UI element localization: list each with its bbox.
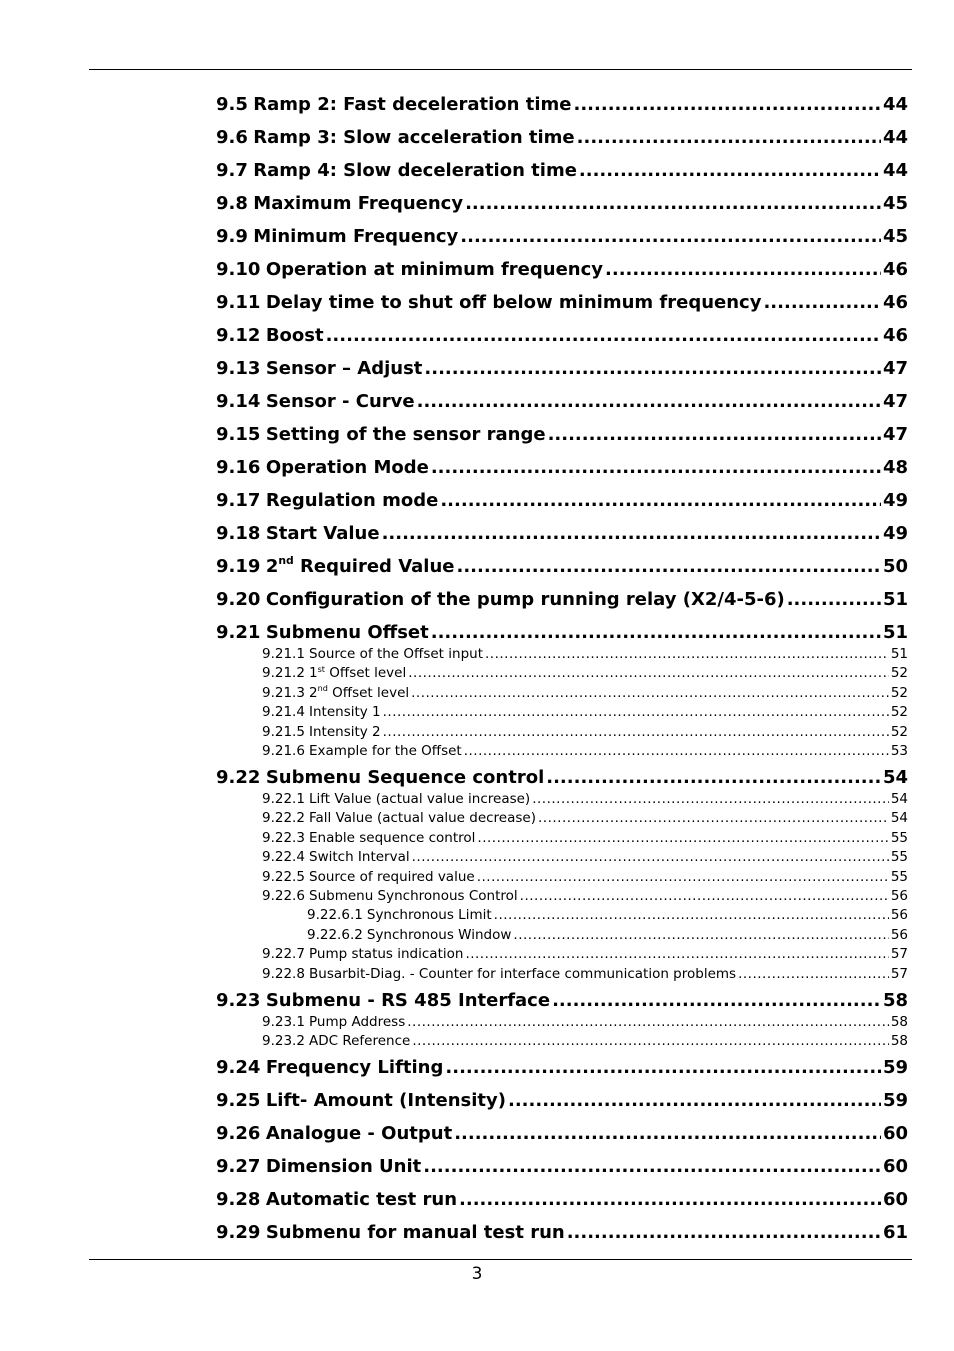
toc-entry-text: ADC Reference xyxy=(309,1033,411,1049)
toc-page-number: 45 xyxy=(882,193,908,214)
toc-page-number: 52 xyxy=(890,665,908,682)
dot-leader xyxy=(494,907,889,923)
dot-leader xyxy=(383,724,889,740)
toc-entry-title xyxy=(262,1033,410,1049)
toc-entry-title xyxy=(216,259,603,280)
dot-leader xyxy=(546,767,881,788)
toc-entry-title xyxy=(262,791,530,807)
toc-entry-title xyxy=(216,127,575,148)
toc-subentry[interactable] xyxy=(262,646,908,664)
toc-page-number: 55 xyxy=(890,849,908,866)
toc-entry[interactable] xyxy=(216,1156,908,1180)
toc-entry-title xyxy=(216,622,429,643)
toc-entry-title xyxy=(216,490,438,511)
toc-entry-title xyxy=(262,849,410,865)
toc-entry-number: 9.21.6 xyxy=(262,743,305,759)
toc-entry-title xyxy=(216,1057,443,1078)
toc-entry[interactable] xyxy=(216,160,908,184)
dot-leader xyxy=(326,325,881,346)
toc-entry-text: Sensor – Adjust xyxy=(265,358,423,379)
toc-entry-number: 9.22.3 xyxy=(262,829,305,846)
toc-entry[interactable] xyxy=(216,292,908,316)
toc-page-number: 52 xyxy=(890,704,908,721)
toc-entry-number: 9.22.4 xyxy=(262,849,305,866)
toc-entry-title xyxy=(262,724,381,740)
dot-leader xyxy=(567,1222,881,1243)
toc-entry-text: Fall Value (actual value decrease) xyxy=(309,810,536,827)
toc-entry-text: Operation at minimum frequency xyxy=(265,259,604,280)
toc-subentry[interactable] xyxy=(262,1014,908,1032)
toc-page-number: 47 xyxy=(882,424,908,445)
toc-entry-text: Pump Address xyxy=(309,1013,406,1030)
dot-leader xyxy=(457,556,881,577)
toc-entry-text: Synchronous Window xyxy=(366,926,512,943)
toc-entry-title xyxy=(216,160,577,181)
toc-entry-title xyxy=(262,946,463,962)
toc-entry-number: 9.21.5 xyxy=(262,723,305,740)
toc-entry-text: Required Value xyxy=(293,556,455,577)
toc-entry-title xyxy=(216,523,380,544)
toc-page-number: 60 xyxy=(882,1189,908,1210)
dot-leader xyxy=(459,1189,881,1210)
dot-leader xyxy=(382,523,881,544)
toc-entry[interactable] xyxy=(216,424,908,448)
dot-leader xyxy=(577,127,881,148)
toc-entry-number: 9.22.7 xyxy=(262,946,305,963)
toc-entry-title xyxy=(216,292,761,313)
toc-entry-number: 9.22 xyxy=(216,767,261,788)
toc-entry-text: Frequency Lifting xyxy=(265,1057,444,1078)
toc-entry-number: 9.21.2 xyxy=(262,665,305,682)
toc-subentry[interactable] xyxy=(262,743,908,761)
toc-page-number: 58 xyxy=(890,1013,908,1030)
toc-entry-text: Setting of the sensor range xyxy=(265,424,546,445)
toc-entry-text: Submenu - RS 485 Interface xyxy=(265,989,551,1011)
toc-entry-text: Intensity 1 xyxy=(309,704,381,721)
toc-page-number: 54 xyxy=(890,791,908,807)
toc-entry-title-superscript: nd xyxy=(317,684,328,693)
dot-leader xyxy=(465,193,881,214)
dot-leader xyxy=(520,888,889,904)
toc-page-number: 46 xyxy=(882,292,908,313)
toc-page-number: 59 xyxy=(882,1057,908,1078)
dot-leader xyxy=(431,457,881,478)
toc-entry[interactable] xyxy=(216,1189,908,1213)
toc-entry-title xyxy=(262,888,518,904)
toc-entry-text: Automatic test run xyxy=(265,1189,458,1210)
toc-page-number: 61 xyxy=(882,1222,908,1243)
dot-leader xyxy=(424,358,881,379)
toc-entry[interactable] xyxy=(216,391,908,415)
toc-entry-title xyxy=(216,589,785,610)
toc-entry-text: Regulation mode xyxy=(265,490,439,511)
dot-leader xyxy=(477,830,888,846)
toc-page-number: 56 xyxy=(890,907,908,924)
toc-entry-number: 9.26 xyxy=(216,1123,261,1144)
toc-entry-text: Pump status indication xyxy=(309,946,464,963)
toc-entry[interactable] xyxy=(216,1057,908,1081)
toc-entry-number: 9.17 xyxy=(216,490,261,511)
dot-leader xyxy=(412,849,889,865)
dot-leader xyxy=(445,1057,881,1078)
toc-subsubentry[interactable] xyxy=(307,907,908,925)
toc-entry-number: 9.23.2 xyxy=(262,1033,305,1049)
dot-leader xyxy=(383,704,889,720)
toc-page-number: 44 xyxy=(882,94,908,115)
toc-entry-text: Intensity 2 xyxy=(309,723,381,740)
toc-entry-number: 9.18 xyxy=(216,523,261,544)
toc-entry-title xyxy=(216,990,550,1011)
toc-entry-number: 9.5 xyxy=(216,94,248,115)
toc-entry-title xyxy=(216,1222,565,1243)
toc-page-number: 56 xyxy=(890,926,908,943)
toc-entry-text: Offset level xyxy=(327,684,410,701)
dot-leader xyxy=(454,1123,881,1144)
toc-entry-title xyxy=(216,424,546,445)
toc-page-number: 56 xyxy=(890,888,908,904)
toc-entry-title xyxy=(262,743,462,759)
toc-entry-number: 9.21.4 xyxy=(262,704,305,721)
toc-page-number: 47 xyxy=(882,358,908,379)
toc-entry-number: 9.23.1 xyxy=(262,1013,305,1030)
toc-page-number: 46 xyxy=(882,259,908,280)
toc-page-number: 53 xyxy=(890,743,908,759)
toc-entry-number: 9.22.1 xyxy=(262,791,305,807)
toc-entry-title xyxy=(262,810,536,826)
dot-leader xyxy=(513,927,888,943)
toc-entry-text: Delay time to shut off below minimum frequency xyxy=(265,292,762,313)
dot-leader xyxy=(465,946,888,962)
toc-entry-number: 9.21.1 xyxy=(262,646,305,662)
toc-entry[interactable] xyxy=(216,226,908,250)
toc-entry[interactable] xyxy=(216,1123,908,1147)
toc-subentry[interactable] xyxy=(262,1033,908,1051)
toc-subentry[interactable] xyxy=(262,869,908,887)
toc-page-number: 51 xyxy=(890,646,908,662)
toc-subsubentry[interactable] xyxy=(307,927,908,945)
toc-entry-number: 9.10 xyxy=(216,259,261,280)
toc-entry[interactable] xyxy=(216,622,908,646)
dot-leader xyxy=(423,1156,881,1177)
toc-entry-text: Submenu Sequence control xyxy=(265,767,545,788)
toc-page-number: 58 xyxy=(890,1033,908,1049)
dot-leader xyxy=(431,622,881,643)
dot-leader xyxy=(574,94,881,115)
toc-entry-text: Sensor - Curve xyxy=(265,391,415,412)
toc-page-number: 57 xyxy=(890,965,908,982)
toc-entry-text: Busarbit-Diag. - Counter for interface communication problems xyxy=(309,965,737,982)
toc-page-number: 55 xyxy=(890,868,908,885)
toc-entry[interactable] xyxy=(216,490,908,514)
toc-subentry[interactable] xyxy=(262,791,908,809)
toc-entry-text: Synchronous Limit xyxy=(366,907,492,924)
toc-entry-title xyxy=(262,704,381,720)
dot-leader xyxy=(738,966,889,982)
dot-leader xyxy=(485,646,889,662)
toc-entry-text: Ramp 3: Slow acceleration time xyxy=(253,127,575,148)
dot-leader xyxy=(508,1090,881,1111)
toc-entry[interactable] xyxy=(216,589,908,613)
toc-subentry[interactable] xyxy=(262,665,908,683)
toc-page-number: 52 xyxy=(890,723,908,740)
toc-entry-title-prefix: 2 xyxy=(309,684,318,701)
toc-entry-number: 9.13 xyxy=(216,358,261,379)
toc-entry-number: 9.22.2 xyxy=(262,810,305,827)
toc-page-number: 52 xyxy=(890,684,908,701)
toc-page-number: 60 xyxy=(882,1156,908,1177)
toc-subentry[interactable] xyxy=(262,704,908,722)
toc-entry-title xyxy=(216,767,544,788)
toc-entry-title xyxy=(262,869,475,885)
toc-entry-number: 9.8 xyxy=(216,193,248,214)
toc-entry-number: 9.28 xyxy=(216,1189,261,1210)
toc-entry-number: 9.11 xyxy=(216,292,261,313)
toc-entry-title xyxy=(216,358,422,379)
dot-leader xyxy=(579,160,881,181)
toc-entry-title xyxy=(216,391,415,412)
toc-entry-title xyxy=(307,927,511,943)
toc-page-number: 45 xyxy=(882,226,908,247)
toc-entry-number: 9.22.8 xyxy=(262,965,305,982)
toc-entry-title xyxy=(262,1014,405,1030)
toc-subentry[interactable] xyxy=(262,946,908,964)
toc-entry-title-prefix: 1 xyxy=(309,665,318,682)
toc-entry-title xyxy=(216,1156,421,1177)
toc-page-number: 58 xyxy=(882,989,908,1011)
toc-entry-text: Boost xyxy=(265,325,324,346)
toc-subentry[interactable] xyxy=(262,888,908,906)
toc-entry-title-prefix: 2 xyxy=(265,556,279,577)
toc-entry-number: 9.16 xyxy=(216,457,261,478)
toc-entry-number: 9.21 xyxy=(216,622,261,643)
toc-page-number: 54 xyxy=(882,767,908,788)
dot-leader xyxy=(417,391,881,412)
toc-entry-title xyxy=(216,193,463,214)
toc-entry-number: 9.25 xyxy=(216,1090,261,1111)
toc-entry-text: Operation Mode xyxy=(265,457,429,478)
toc-entry-number: 9.14 xyxy=(216,391,261,412)
toc-entry[interactable] xyxy=(216,259,908,283)
toc-entry-text: Minimum Frequency xyxy=(253,226,459,247)
dot-leader xyxy=(407,1014,889,1030)
toc-entry-title xyxy=(216,226,458,247)
toc-entry[interactable] xyxy=(216,325,908,349)
toc-entry-text: Start Value xyxy=(265,523,380,544)
toc-entry-title xyxy=(216,94,572,115)
toc-page-number: 49 xyxy=(882,523,908,544)
toc-entry-title xyxy=(262,685,409,701)
toc-entry-title xyxy=(262,966,736,982)
toc-entry-number: 9.23 xyxy=(216,989,261,1011)
toc-entry-number: 9.7 xyxy=(216,160,248,181)
toc-entry[interactable] xyxy=(216,94,908,118)
toc-entry-number: 9.29 xyxy=(216,1222,261,1243)
dot-leader xyxy=(477,869,889,885)
toc-page-number: 51 xyxy=(882,622,908,643)
toc-entry-title xyxy=(216,325,324,346)
toc-entry-title xyxy=(216,1090,506,1111)
toc-entry-number: 9.27 xyxy=(216,1156,261,1177)
toc-entry-number: 9.21.3 xyxy=(262,684,305,701)
toc-entry-number: 9.15 xyxy=(216,424,261,445)
toc-page-number: 54 xyxy=(890,810,908,827)
toc-entry[interactable] xyxy=(216,358,908,382)
toc-entry-text: Offset level xyxy=(324,665,407,682)
toc-entry-title xyxy=(216,556,455,577)
toc-entry-number: 9.9 xyxy=(216,226,248,247)
footer-rule xyxy=(89,1259,912,1260)
dot-leader xyxy=(440,490,881,511)
dot-leader xyxy=(412,1033,888,1049)
toc-page-number: 55 xyxy=(890,829,908,846)
toc-entry-text: Source of required value xyxy=(309,868,475,885)
toc-entry-text: Dimension Unit xyxy=(265,1156,422,1177)
toc-entry-text: Submenu for manual test run xyxy=(265,1222,565,1243)
dot-leader xyxy=(548,424,881,445)
toc-entry-title xyxy=(216,457,429,478)
dot-leader xyxy=(538,810,889,826)
toc-entry-title xyxy=(262,646,483,662)
toc-page-number: 57 xyxy=(890,946,908,963)
toc-entry[interactable] xyxy=(216,767,908,791)
toc-entry-text: Switch Interval xyxy=(309,849,410,866)
toc-entry-title xyxy=(262,665,406,681)
dot-leader xyxy=(460,226,881,247)
toc-entry-title xyxy=(307,907,492,923)
toc-subentry[interactable] xyxy=(262,830,908,848)
toc-entry[interactable] xyxy=(216,457,908,481)
page-number: 3 xyxy=(471,1264,483,1284)
toc-entry[interactable] xyxy=(216,556,908,580)
toc-entry[interactable] xyxy=(216,990,908,1014)
toc-subentry[interactable] xyxy=(262,724,908,742)
toc-entry-text: Maximum Frequency xyxy=(253,193,464,214)
toc-entry-text: Submenu Offset xyxy=(265,622,429,643)
toc-entry-number: 9.19 xyxy=(216,556,261,577)
toc-entry-title xyxy=(216,1189,457,1210)
toc-entry[interactable] xyxy=(216,523,908,547)
toc-entry-number: 9.22.6 xyxy=(262,888,305,904)
dot-leader xyxy=(411,685,889,701)
dot-leader xyxy=(408,665,889,681)
dot-leader xyxy=(464,743,889,759)
toc-entry-number: 9.24 xyxy=(216,1057,261,1078)
dot-leader xyxy=(787,589,881,610)
toc-subentry[interactable] xyxy=(262,810,908,828)
toc-entry-text: Example for the Offset xyxy=(309,743,462,759)
toc-page-number: 50 xyxy=(882,556,908,577)
toc-page-number: 59 xyxy=(882,1090,908,1111)
toc-page-number: 51 xyxy=(882,589,908,610)
toc-entry-text: Submenu Synchronous Control xyxy=(309,888,518,904)
dot-leader xyxy=(605,259,881,280)
toc-entry[interactable] xyxy=(216,1090,908,1114)
toc-page-number: 49 xyxy=(882,490,908,511)
toc-page-number: 47 xyxy=(882,391,908,412)
toc-entry-title-superscript: st xyxy=(317,665,325,674)
toc-entry[interactable] xyxy=(216,1222,908,1246)
toc-subentry[interactable] xyxy=(262,966,908,984)
toc-entry[interactable] xyxy=(216,193,908,217)
toc-page-number: 60 xyxy=(882,1123,908,1144)
toc-page-number: 48 xyxy=(882,457,908,478)
dot-leader xyxy=(532,791,889,807)
toc-entry-text: Configuration of the pump running relay (X2/4-5-6) xyxy=(265,589,785,610)
toc-entry-text: Ramp 2: Fast deceleration time xyxy=(253,94,572,115)
toc-entry-title-superscript: nd xyxy=(278,556,294,568)
toc-entry-text: Analogue - Output xyxy=(265,1123,453,1144)
toc-entry-number: 9.22.6.1 xyxy=(307,907,363,924)
toc-entry-number: 9.6 xyxy=(216,127,248,148)
toc-page-number: 46 xyxy=(882,325,908,346)
toc-entry-text: Source of the Offset input xyxy=(309,646,483,662)
dot-leader xyxy=(552,990,881,1011)
toc-entry-title xyxy=(262,830,475,846)
toc-page-number: 44 xyxy=(882,127,908,148)
toc-entry-text: Enable sequence control xyxy=(309,829,476,846)
toc-entry-text: Lift- Amount (Intensity) xyxy=(265,1090,506,1111)
toc-entry-number: 9.12 xyxy=(216,325,261,346)
toc-entry-text: Ramp 4: Slow deceleration time xyxy=(253,160,577,181)
toc-subentry[interactable] xyxy=(262,849,908,867)
toc-entry[interactable] xyxy=(216,127,908,151)
toc-subentry[interactable] xyxy=(262,685,908,703)
toc-entry-number: 9.22.5 xyxy=(262,868,305,885)
dot-leader xyxy=(763,292,880,313)
toc-entry-number: 9.20 xyxy=(216,589,261,610)
toc-page-number: 44 xyxy=(882,160,908,181)
toc-entry-text: Lift Value (actual value increase) xyxy=(309,791,531,807)
toc-entry-number: 9.22.6.2 xyxy=(307,926,363,943)
toc-entry-title xyxy=(216,1123,452,1144)
